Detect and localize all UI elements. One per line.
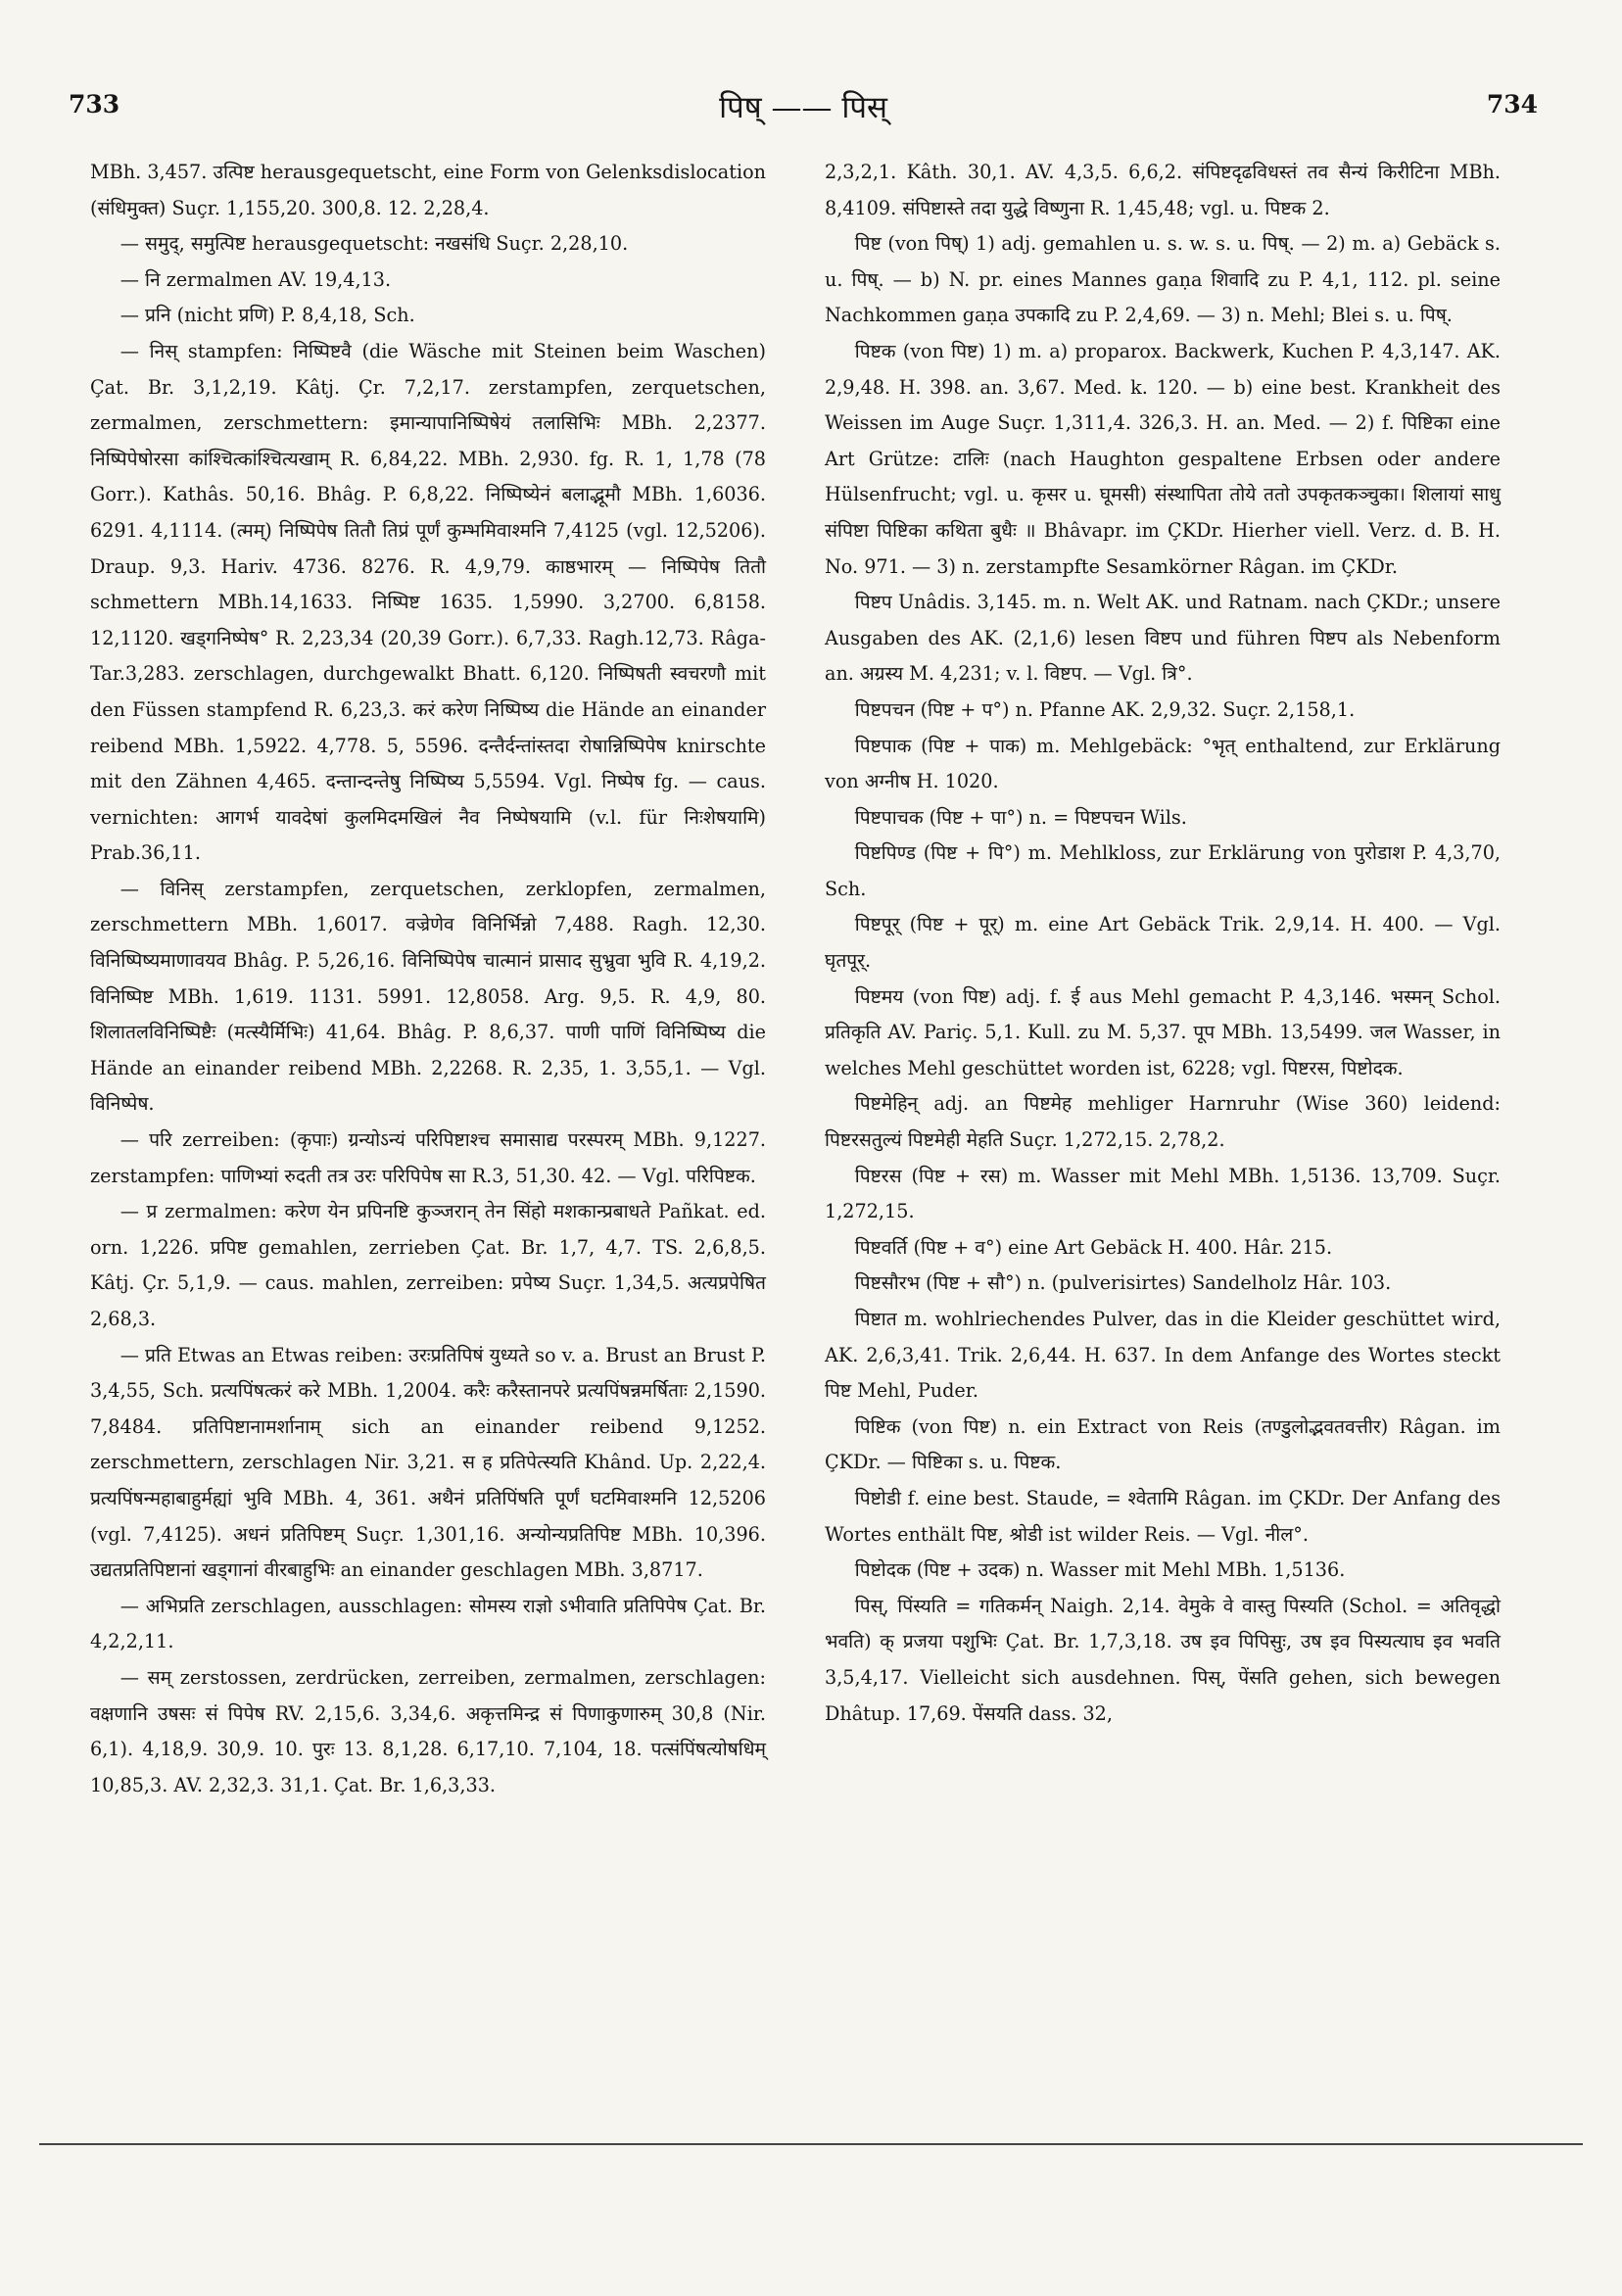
dictionary-entry: पिष्टोडी f. eine best. Staude, = श्वेतामि Râgan. im ÇKDr. Der Anfang des Wortes enthält पिष्ट, श्रोडी ist wilder Reis. — Vgl. नील°. bbox=[825, 1486, 1501, 1546]
right-column bbox=[825, 155, 1501, 1732]
dictionary-entry: पिष्टात m. wohlriechendes Pulver, das in die Kleider geschüttet wird, AK. 2,6,3,41. Trik. 2,6,44. H. 637. In dem Anfange des Wortes steckt पिष्ट Mehl, Puder. bbox=[825, 1308, 1501, 1403]
dictionary-entry: — नि zermalmen AV. 19,4,13. bbox=[119, 267, 392, 291]
dictionary-entry: पिष्टोदक (पिष्ट + उदक) n. Wasser mit Mehl MBh. 1,5136. bbox=[854, 1558, 1346, 1582]
dictionary-entry: — समुद्, समुत्पिष्ट herausgequetscht: नखसंधि Suçr. 2,28,10. bbox=[119, 232, 629, 256]
dictionary-entry: पिष्टपाक (पिष्ट + पाक) m. Mehlgebäck: °भृत् enthaltend, zur Erklärung von अग्नीष H. 1020. bbox=[825, 734, 1501, 793]
running-head: पिष् —— पिस् bbox=[719, 90, 887, 125]
dictionary-entry: — अभिप्रति zerschlagen, ausschlagen: सोमस्य राज्ञो ऽभीवाति प्रतिपिपेष Çat. Br. 4,2,2,11. bbox=[90, 1594, 766, 1653]
dictionary-entry: पिष्टप Unâdis. 3,145. m. n. Welt AK. und Ratnam. nach ÇKDr.; unsere Ausgaben des AK. (2,1,6) lesen विष्टप und führen पिष्टप als Nebenform an. अग्रस्य M. 4,231; v. l. विष्टप. — Vgl. त्रि°. bbox=[825, 591, 1501, 686]
page-header bbox=[69, 90, 1538, 129]
dictionary-entry: — सम् zerstossen, zerdrücken, zerreiben, zermalmen, zerschlagen: वक्षणानि उषसः सं पिपेष RV. 2,15,6. 3,34,6. अकृत्तमिन्द्र सं पिणाकुणारुम् 30,8 (Nir. 6,1). 4,18,9. 30,9. 10. पुरः 13. 8,1,28. 6,17,10. 7,104, 18. पत्संपिंषत्योषधिम् 10,85,3. AV. 2,32,3. 31,1. Çat. Br. 1,6,3,33. bbox=[90, 1665, 766, 1796]
page-number-right: 734 bbox=[1486, 90, 1538, 119]
dictionary-entry: पिष्टपाचक (पिष्ट + पा°) n. = पिष्टपचन Wils. bbox=[854, 805, 1187, 829]
dictionary-entry: — प्रनि (nicht प्रणि) P. 8,4,18, Sch. bbox=[119, 304, 415, 327]
bottom-rule bbox=[39, 2143, 1583, 2145]
dictionary-entry: — प्रति Etwas an Etwas reiben: उरःप्रतिपिषं युध्यते so v. a. Brust an Brust P. 3,4,55, Sch. प्रत्यपिंषत्करं करे MBh. 1,2004. करैः करैस्तानपरे प्रत्यपिंषन्नमर्षिताः 2,1590. 7,8484. प्रतिपिष्टानामर्शानाम् sich an einander reibend 9,1252. zerschmettern, zerschlagen Nir. 3,21. स ह प्रतिपेत्स्यति Khând. Up. 2,22,4. प्रत्यपिंषन्महाबाहुर्मह्यां भुवि MBh. 4, 361. अथैनं प्रतिपिंषति पूर्णं घटमिवाश्मनि 12,5206 (vgl. 7,4125). अधनं प्रतिपिष्टम् Suçr. 1,301,16. अन्योन्यप्रतिपिष्ट MBh. 10,396. उद्यतप्रतिपिष्टानां खड्गानां वीरबाहुभिः an einander geschlagen MBh. 3,8717. bbox=[90, 1343, 766, 1582]
dictionary-entry: — निस् stampfen: निष्पिष्टवै (die Wäsche mit Steinen beim Waschen) Çat. Br. 3,1,2,19. Kâtj. Çr. 7,2,17. zerstampfen, zerquetschen, zermalmen, zerschmettern: इमान्यापानिष्पिषेयं तलासिभिः MBh. 2,2377. निष्पिपेषोरसा कांश्चित्कांश्चित्यखाम् R. 6,84,22. MBh. 2,930. fg. R. 1, 1,78 (78 Gorr.). Kathâs. 50,16. Bhâg. P. 6,8,22. निष्पिष्येनं बलाद्भूमौ MBh. 1,6036. 6291. 4,1114. (त्मम्) निष्पिपेष तितौ तिप्रं पूर्णं कुम्भमिवाश्मनि 7,4125 (vgl. 12,5206). Draup. 9,3. Hariv. 4736. 8276. R. 4,9,79. काष्ठभारम् — निष्पिपेष तितौ schmettern MBh.14,1633. निष्पिष्ट 1635. 1,5990. 3,2700. 6,8158. 12,1120. खड्गनिष्पेष° R. 2,23,34 (20,39 Gorr.). 6,7,33. Ragh.12,73. Râga-Tar.3,283. zerschlagen, durchgewalkt Bhatt. 6,120. निष्पिषती स्वचरणौ mit den Füssen stampfend R. 6,23,3. करं करेण निष्पिष्य die Hände an einander reibend MBh. 1,5922. 4,778. 5, 5596. दन्तैर्दन्तांस्तदा रोषान्निष्पिपेष knirschte mit den Zähnen 4,465. दन्तान्दन्तेषु निष्पिष्य 5,5594. Vgl. निष्पेष fg. — caus. vernichten: आगर्भ यावदेषां कुलमिदमखिलं नैव निष्पेषयामि (v.l. für निःशेषयामि) Prab.36,11. bbox=[90, 339, 766, 865]
dictionary-entry: MBh. 3,457. उत्पिष्ट herausgequetscht, eine Form von Gelenksdislocation (संधिमुक्त) Suçr. 1,155,20. 300,8. 12. 2,28,4. bbox=[90, 161, 766, 219]
dictionary-entry: पिष्टसौरभ (पिष्ट + सौ°) n. (pulverisirtes) Sandelholz Hâr. 103. bbox=[854, 1271, 1392, 1295]
dictionary-entry: 2,3,2,1. Kâth. 30,1. AV. 4,3,5. 6,6,2. संपिष्टदृढविधस्तं तव सैन्यं किरीटिना MBh. 8,4109. संपिष्टास्ते तदा युद्धे विष्णुना R. 1,45,48; vgl. u. पिष्टक 2. bbox=[825, 161, 1501, 219]
left-column bbox=[90, 155, 766, 1803]
dictionary-entry: पिष्टमेहिन् adj. an पिष्टमेह mehliger Harnruhr (Wise 360) leidend: पिष्टरसतुल्यं पिष्टमेही मेहति Suçr. 1,272,15. 2,78,2. bbox=[825, 1092, 1501, 1152]
dictionary-entry: पिष्टमय (von पिष्ट) adj. f. ई aus Mehl gemacht P. 4,3,146. भस्मन् Schol. प्रतिकृति AV. Pariç. 5,1. Kull. zu M. 5,37. पूप MBh. 13,5499. जल Wasser, in welches Mehl geschüttet worden ist, 6228; vgl. पिष्टरस, पिष्टोदक. bbox=[825, 984, 1501, 1079]
dictionary-entry: — विनिस् zerstampfen, zerquetschen, zerklopfen, zermalmen, zerschmettern MBh. 1,6017. वज्रेणेव विनिर्भिन्नो 7,488. Ragh. 12,30. विनिष्पिष्यमाणावयव Bhâg. P. 5,26,16. विनिष्पिपेष चात्मानं प्रासाद सुभ्रुवा भुवि R. 4,19,2. विनिष्पिष्ट MBh. 1,619. 1131. 5991. 12,8058. Arg. 9,5. R. 4,9, 80. शिलातलविनिष्पिष्टैः (मत्स्यैर्मिभिः) 41,64. Bhâg. P. 8,6,37. पाणी पाणिं विनिष्पिष्य die Hände an einander reibend MBh. 2,2268. R. 2,35, 1. 3,55,1. — Vgl. विनिष्पेष. bbox=[90, 877, 766, 1116]
dictionary-entry: — परि zerreiben: (कृपाः) ग्रन्योऽन्यं परिपिष्टाश्च समासाद्य परस्परम् MBh. 9,1227. zerstampfen: पाणिभ्यां रुदती तत्र उरः परिपिपेष सा R.3, 51,30. 42. — Vgl. परिपिष्टक. bbox=[90, 1128, 766, 1187]
dictionary-entry: पिष्टपिण्ड (पिष्ट + पि°) m. Mehlkloss, zur Erklärung von पुरोडाश P. 4,3,70, Sch. bbox=[825, 841, 1501, 900]
dictionary-entry: पिष्टरस (पिष्ट + रस) m. Wasser mit Mehl MBh. 1,5136. 13,709. Suçr. 1,272,15. bbox=[825, 1164, 1501, 1223]
dictionary-entry: पिष्टिक (von पिष्ट) n. ein Extract von Reis (तण्डुलोद्भवतवत्तीर) Râgan. im ÇKDr. — पिष्टिका s. u. पिष्टक. bbox=[825, 1414, 1501, 1474]
dictionary-entry: पिष्टपचन (पिष्ट + प°) n. Pfanne AK. 2,9,32. Suçr. 2,158,1. bbox=[854, 697, 1356, 721]
dictionary-entry: पिष्टवर्ति (पिष्ट + व°) eine Art Gebäck H. 400. Hâr. 215. bbox=[854, 1235, 1333, 1259]
dictionary-entry: पिष्टपूर् (पिष्ट + पूर्) m. eine Art Gebäck Trik. 2,9,14. H. 400. — Vgl. घृतपूर्. bbox=[825, 913, 1501, 973]
page-number-left: 733 bbox=[69, 90, 120, 119]
dictionary-entry: पिस्, पिंस्यति = गतिकर्मन् Naigh. 2,14. वेमुके वे वास्तु पिस्यति (Schol. = अतिवृद्धो भवति) क् प्रजया पशुभिः Çat. Br. 1,7,3,18. उष इव पिपिसुः, उष इव पिस्यत्याघ इव भवति 3,5,4,17. Vielleicht sich ausdehnen. पिस्, पेंसति gehen, sich bewegen Dhâtup. 17,69. पेंसयति dass. 32, bbox=[825, 1594, 1501, 1725]
dictionary-entry: पिष्ट (von पिष्) 1) adj. gemahlen u. s. w. s. u. पिष्. — 2) m. a) Gebäck s. u. पिष्. — b) N. pr. eines Mannes gaṇa शिवादि zu P. 4,1, 112. pl. seine Nachkommen gaṇa उपकादि zu P. 2,4,69. — 3) n. Mehl; Blei s. u. पिष्. bbox=[825, 232, 1501, 327]
dictionary-entry: पिष्टक (von पिष्ट) 1) m. a) proparox. Backwerk, Kuchen P. 4,3,147. AK. 2,9,48. H. 398. an. 3,67. Med. k. 120. — b) eine best. Krankheit des Weissen im Auge Suçr. 1,311,4. 326,3. H. an. Med. — 2) f. पिष्टिका eine Art Grütze: टालिः (nach Haughton gespaltene Erbsen oder andere Hülsenfrucht; vgl. u. कृसर u. घूमसी) संस्थापिता तोये ततो उपकृतकञ्चुका। शिलायां साधु संपिष्टा पिष्टिका कथिता बुधैः ॥ Bhâvapr. im ÇKDr. Hierher viell. Verz. d. B. H. No. 971. — 3) n. zerstampfte Sesamkörner Râgan. im ÇKDr. bbox=[825, 339, 1501, 578]
dictionary-entry: — प्र zermalmen: करेण येन प्रपिनष्टि कुञ्जरान् तेन सिंहो मशकान्प्रबाधते Pañkat. ed. orn. 1,226. प्रपिष्ट gemahlen, zerrieben Çat. Br. 1,7, 4,7. TS. 2,6,8,5. Kâtj. Çr. 5,1,9. — caus. mahlen, zerreiben: प्रपेष्य Suçr. 1,34,5. अत्यप्रपेषित 2,68,3. bbox=[90, 1200, 766, 1330]
